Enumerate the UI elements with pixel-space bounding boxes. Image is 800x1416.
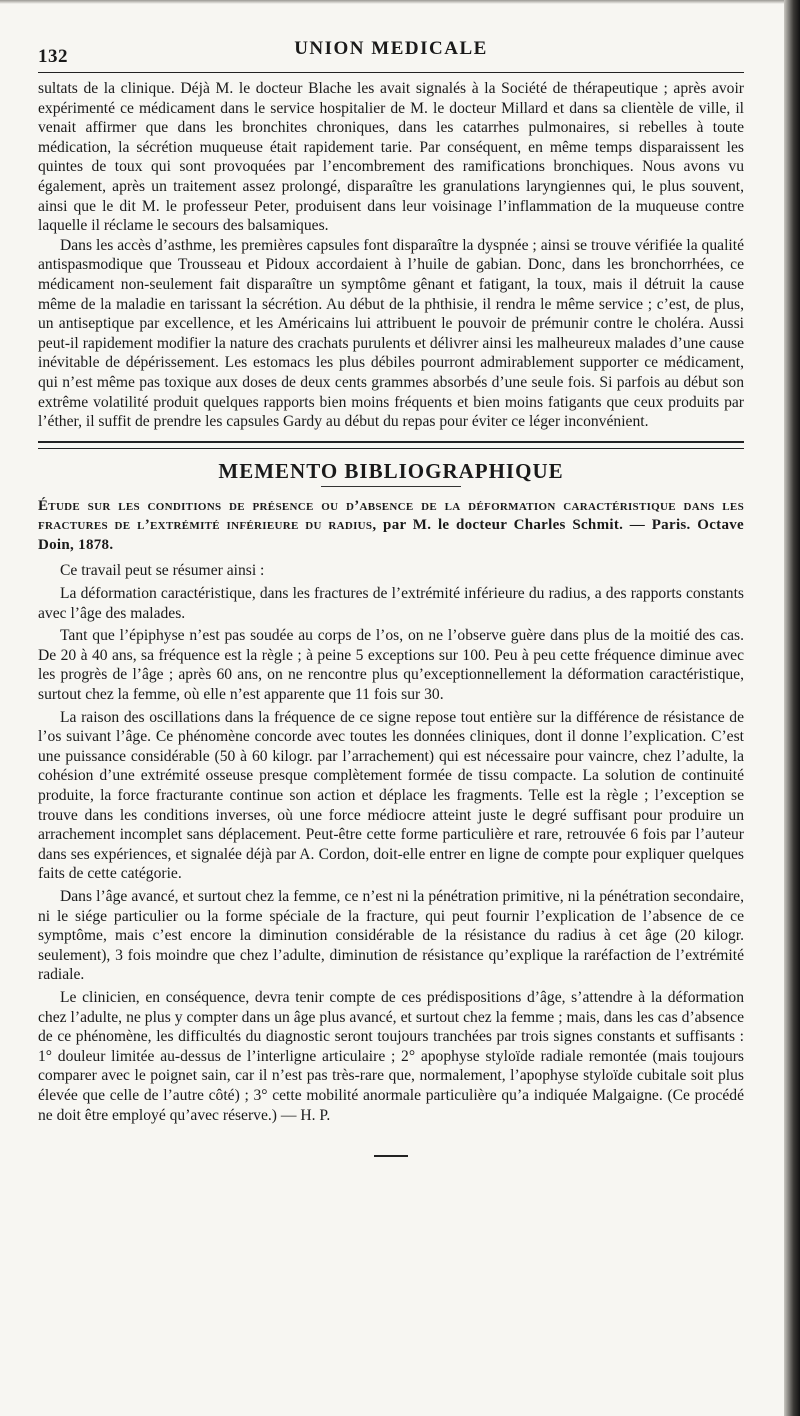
page-number: 132 <box>38 46 68 67</box>
review-paragraph-3: Tant que l’épiphyse n’est pas soudée au corps de l’os, on ne l’observe guère dans plus de la moitié des cas. De 20 à 40 ans, sa fréquence est la règle ; à peine 5 exceptions sur 100. Peu à peu cette fréquence diminue avec les progrès de l’âge ; après 60 ans, on ne rencontre plus qu’exceptionnellement la déformation caractéristique, surtout chez la femme, où elle n’est apparente que 11 fois sur 30. <box>38 627 744 704</box>
continuation-paragraph-2: Dans les accès d’asthme, les premières capsules font disparaître la dyspnée ; ainsi se trouve vérifiée la qualité antispasmodique que Trousseau et Pidoux accordaient à l’huile de gabian. Donc, dans les bronchorrhées, ce médicament non-seulement fait disparaître un symptôme gênant et fatigant, la toux, mais il détruit la cause même de la maladie en tarissant la sécrétion. Au début de la phthisie, il rendra le même service ; c’est, de plus, un antiseptique par excellence, et les Américains lui attribuent le pouvoir de prémunir contre le choléra. Aussi peut-il rapidement modifier la nature des crachats purulents et délivrer ainsi les malheureux malades d’une cause inévitable de dépérissement. Les estomacs les plus débiles pourront admirablement supporter ce médicament, qui n’est même pas toxique aux doses de deux cents grammes absorbés d’une seule fois. Si parfois au début son extrême volatilité produit quelques rapports bien moins fréquents et bien moins fatigants que ceux produits par l’éther, il suffit de prendre les capsules Gardy au début du repas pour éviter ce léger inconvénient. <box>38 236 744 431</box>
review-paragraph-2: La déformation caractéristique, dans les fractures de l’extrémité inférieure du radius, a des rapports constants avec l’âge des malades. <box>38 585 744 622</box>
bibliography-entry <box>38 497 744 556</box>
page-header <box>38 38 744 68</box>
section-title-underline <box>321 486 461 487</box>
page-content <box>38 38 744 1157</box>
review-paragraph-5: Dans l’âge avancé, et surtout chez la femme, ce n’est ni la pénétration primitive, ni la pénétration secondaire, ni le siége particulier ou la forme spéciale de la fracture, qui peut fournir l’explication de l’absence de ce symptôme, mais c’est encore la diminution considérable de la résistance du radius à cet âge (20 kilogr. seulement), 3 fois moindre que chez l’adulte, diminution de résistance qu’explique la raréfaction de l’extrémité radiale. <box>38 887 744 984</box>
page-top-shadow <box>0 0 800 4</box>
review-body <box>38 561 744 1125</box>
header-rule <box>38 72 744 73</box>
running-head: UNION MEDICALE <box>294 38 488 59</box>
review-paragraph-6: Le clinicien, en conséquence, devra tenir compte de ces prédispositions d’âge, s’attendre à la déformation chez l’adulte, ne plus y compter dans un âge plus avancé, et surtout chez la femme ; mais, dans les cas d’absence de ce phénomène, les difficultés du diagnostic seront toujours tranchées par trois signes constants et suffisants : 1° douleur limitée au-dessus de l’interligne articulaire ; 2° apophyse styloïde radiale remontée (mais toujours comparer avec le poignet sain, car il n’est pas très-rare que, normalement, l’apophyse styloïde cubitale soit plus élevée que celle de l’autre côté) ; 3° cette mobilité anormale particulière qu’a indiquée Malgaigne. (Ce procédé ne doit être employé qu’avec réserve.) — H. P. <box>38 988 744 1124</box>
end-rule <box>374 1155 408 1157</box>
section-title: MEMENTO BIBLIOGRAPHIQUE <box>218 458 564 483</box>
review-paragraph-4: La raison des oscillations dans la fréquence de ce signe repose tout entière sur la différence de résistance de l’os suivant l’âge. Ce phénomène concorde avec toutes les données cliniques, dont il donne l’explication. C’est une puissance considérable (50 à 60 kilogr. par l’arrachement) qui est nécessaire pour vaincre, chez l’adulte, la cohésion d’une extrémité osseuse presque complètement formée de tissu compacte. La solution de continuité produite, la force fracturante continue son action et déplace les fragments. Telle est la règle ; l’exception se trouve dans les conditions inverses, où une force médiocre atteint juste le degré suffisant pour produire un arrachement incomplet sans déplacement. Peut-être cette forme particulière et rare, retrouvée 6 fois par l’auteur dans ses expériences, et signalée déjà par A. Cordon, doit-elle entrer en ligne de compte pour expliquer quelques faits de cette catégorie. <box>38 708 744 883</box>
review-paragraph-1: Ce travail peut se résumer ainsi : <box>60 562 265 580</box>
continuation-paragraph-1: sultats de la clinique. Déjà M. le docteur Blache les avait signalés à la Société de thérapeutique ; après avoir expérimenté ce médicament dans le service hospitalier de M. le docteur Millard et dans sa clientèle de ville, il venait affirmer que dans les bronchites chroniques, dans les catarrhes pulmonaires, si rebelles à toute médication, la sécrétion muqueuse était rapidement tarie. Par conséquent, en même temps disparaissent les quintes de toux qui sont provoquées par l’encombrement des ramifications bronchiques. Nous avons vu également, après un traitement assez prolongé, disparaître les granulations laryngiennes qui, le plus souvent, ainsi que le dit M. le professeur Peter, produisent dans leur voisinage l’inflammation de la muqueuse contre laquelle il réclame le secours des balsamiques. <box>38 80 744 235</box>
entry-author: par M. le docteur Charles Schmit. — Paris. Octave Doin, 1878. <box>38 517 745 553</box>
book-binding-edge <box>784 0 800 1416</box>
section-divider <box>38 441 744 449</box>
entry-title: Étude sur les conditions de présence ou d’absence de la déformation caractéristique dans les fractures de l’extrémité inférieure du radius, <box>38 497 744 534</box>
